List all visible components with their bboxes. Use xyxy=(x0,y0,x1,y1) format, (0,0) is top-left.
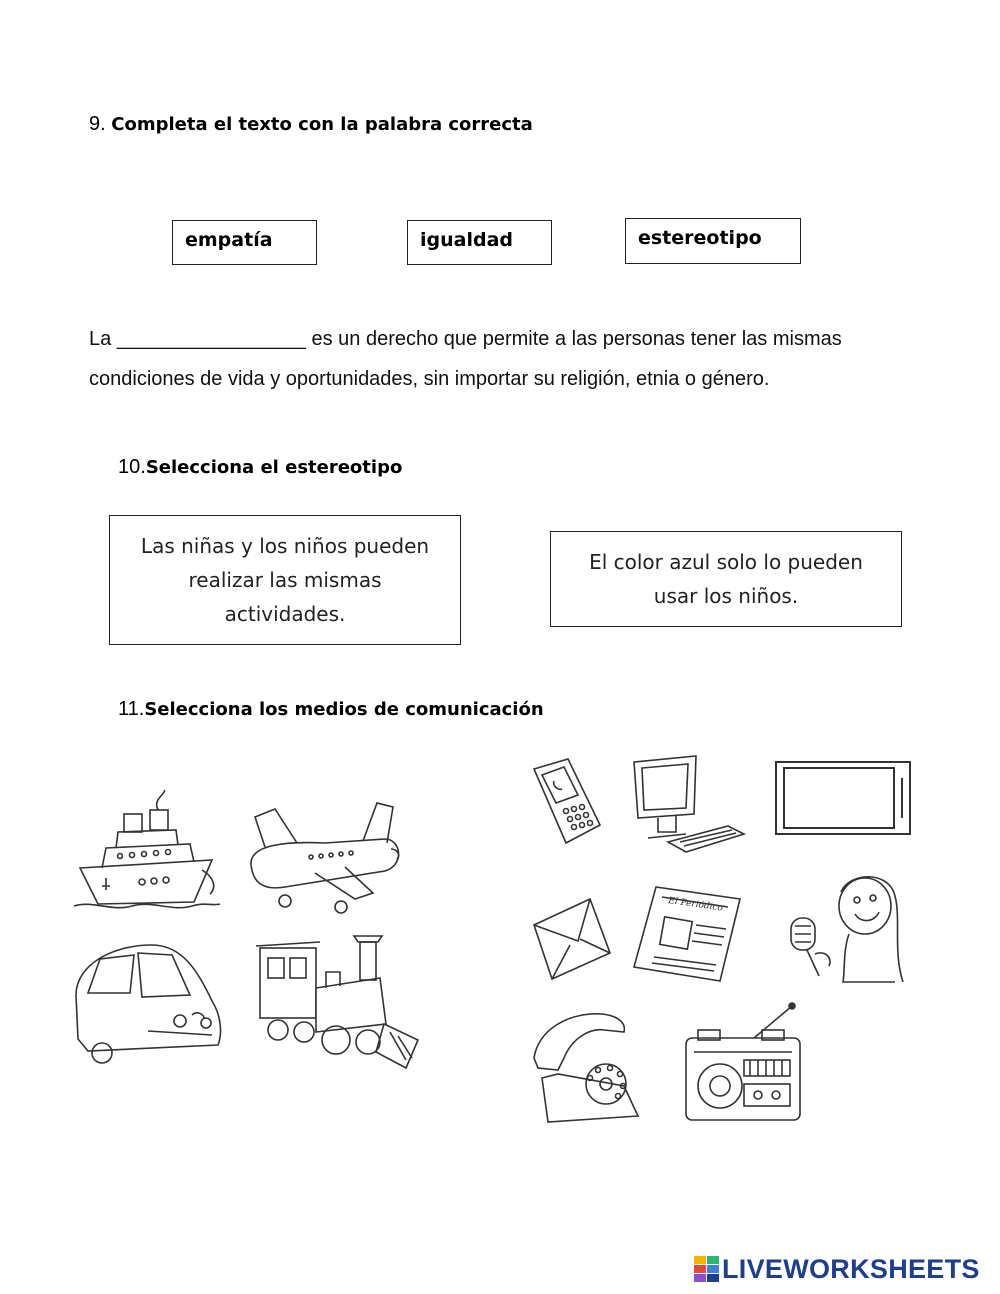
liveworksheets-logo-icon xyxy=(694,1256,720,1282)
q11-number: 11. xyxy=(118,698,145,720)
television-image[interactable] xyxy=(772,758,914,840)
sentence-rest: es un derecho que permite a las personas tener las mismas condiciones de vida y oportunidades, sin importar su religión, etnia o género. xyxy=(89,328,842,390)
word-option-igualdad[interactable] xyxy=(407,220,552,265)
q10-number: 10. xyxy=(118,456,146,478)
radio-image[interactable] xyxy=(680,1000,805,1125)
ship-image[interactable] xyxy=(72,790,222,915)
q11-title: Selecciona los medios de comunicación xyxy=(144,699,544,720)
word-option-empatia[interactable] xyxy=(172,220,317,265)
sentence-start: La xyxy=(89,328,112,350)
cell-phone-image[interactable] xyxy=(530,755,605,847)
car-image[interactable] xyxy=(72,935,224,1070)
newspaper-icon xyxy=(632,883,744,983)
q10-title: Selecciona el estereotipo xyxy=(145,457,403,478)
airplane-icon xyxy=(245,795,410,915)
q9-number: 9. xyxy=(89,113,106,135)
television-icon xyxy=(772,758,914,840)
computer-image[interactable] xyxy=(628,752,746,854)
rotary-telephone-image[interactable] xyxy=(528,1008,646,1126)
answer-blank[interactable]: _________________ xyxy=(116,328,306,350)
train-image[interactable] xyxy=(256,928,424,1080)
radio-icon xyxy=(680,1000,805,1125)
stereotype-option-2[interactable] xyxy=(550,531,902,627)
q10-heading xyxy=(118,456,402,479)
word-label: empatía xyxy=(185,229,273,251)
newspaper-masthead: El Periódico xyxy=(667,896,724,914)
word-option-estereotipo[interactable] xyxy=(625,218,801,264)
envelope-image[interactable] xyxy=(530,895,612,981)
reporter-microphone-icon xyxy=(785,872,913,984)
option-text: Las niñas y los niños pueden realizar las mismas actividades. xyxy=(140,534,430,626)
newspaper-image[interactable] xyxy=(632,883,744,983)
ship-icon xyxy=(72,790,222,915)
option-text: El color azul solo lo pueden usar los niños. xyxy=(589,550,863,608)
q11-heading xyxy=(118,698,544,721)
car-icon xyxy=(72,935,224,1070)
train-icon xyxy=(256,928,424,1080)
q9-paragraph xyxy=(89,320,909,399)
word-label: estereotipo xyxy=(638,227,762,249)
airplane-image[interactable] xyxy=(245,795,410,915)
word-label: igualdad xyxy=(420,229,513,251)
liveworksheets-logo xyxy=(694,1252,980,1286)
q9-title: Completa el texto con la palabra correcta xyxy=(111,114,533,135)
computer-icon xyxy=(628,752,746,854)
cell-phone-icon xyxy=(530,755,605,847)
reporter-image[interactable] xyxy=(785,872,913,984)
rotary-telephone-icon xyxy=(528,1008,646,1126)
stereotype-option-1[interactable] xyxy=(109,515,461,645)
liveworksheets-brand: LIVEWORKSHEETS xyxy=(722,1253,980,1284)
q9-heading xyxy=(89,113,533,136)
envelope-icon xyxy=(530,895,612,981)
